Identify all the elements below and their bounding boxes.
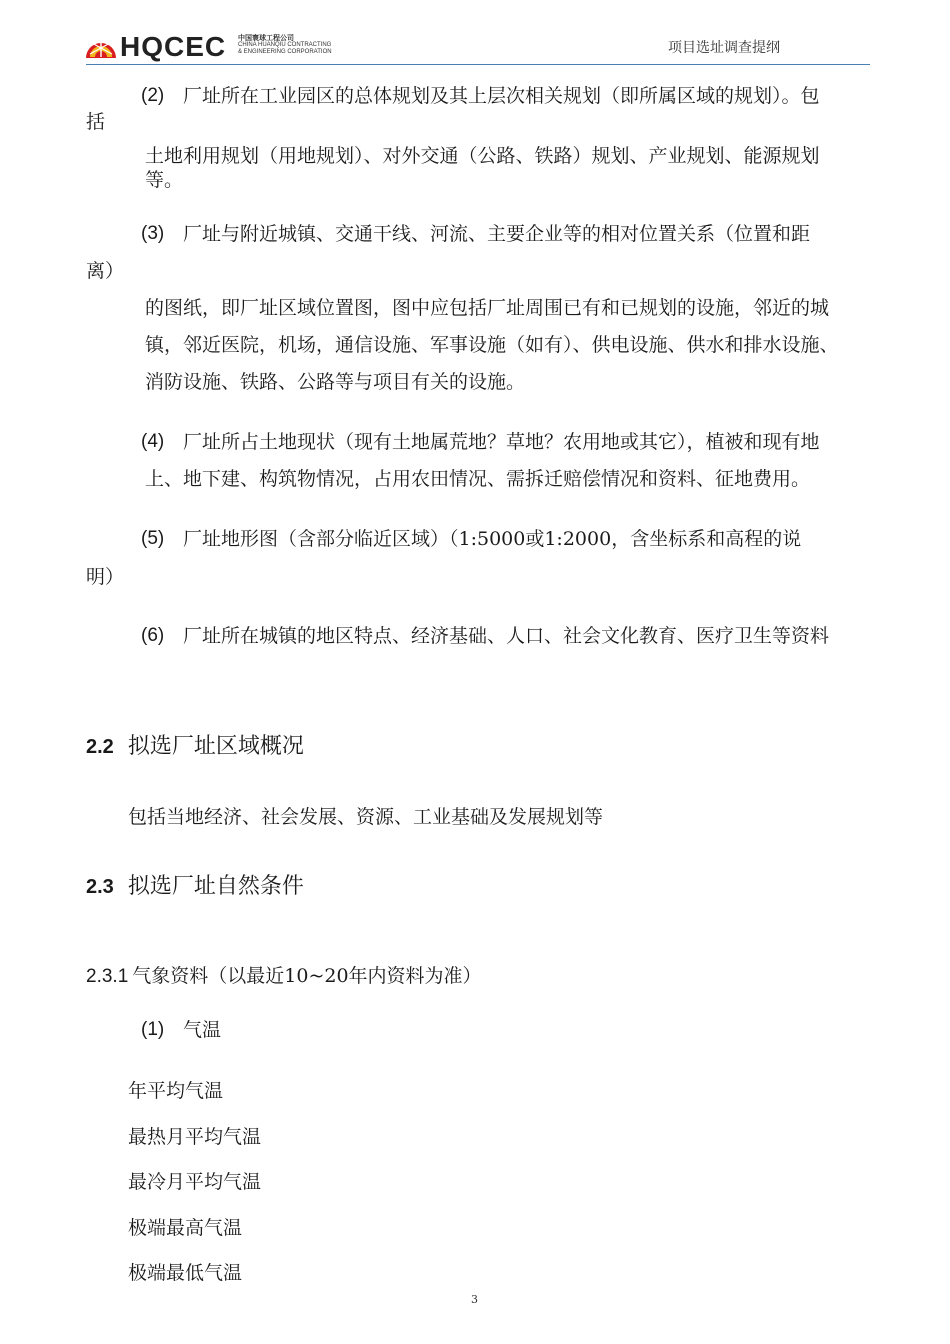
logo-sub-en1: CHINA HUANQIU CONTRACTING [238, 42, 332, 48]
logo-text: HQCEC [120, 31, 227, 62]
item-line: 明） [86, 566, 125, 588]
section-title: 拟选厂址区域概况 [127, 734, 304, 759]
section-number: 2.3.1 [86, 966, 129, 987]
section-heading-2-3-1 [86, 964, 482, 989]
section-heading-2-3 [86, 873, 304, 901]
item-number: (6) [141, 625, 165, 646]
section-2-2-body: 包括当地经济、社会发展、资源、工业基础及发展规划等 [128, 806, 604, 828]
item-line: 厂址地形图（含部分临近区域）（1:5000或1:2000，含坐标系和高程的说 [183, 528, 802, 550]
section-number: 2.3 [86, 876, 114, 898]
page-number: 3 [471, 1293, 478, 1306]
section-title: 气象资料（以最近10~20年内资料为准） [132, 965, 482, 987]
logo-subtitle [238, 35, 332, 56]
item-line: 厂址与附近城镇、交通干线、河流、主要企业等的相对位置关系（位置和距 [183, 223, 811, 245]
temperature-list-item: 最冷月平均气温 [128, 1171, 262, 1193]
doc-title: 项目选址调查提纲 [668, 40, 780, 56]
item-line: 镇，邻近医院，机场，通信设施、军事设施（如有）、供电设施、供水和排水设施、 [145, 334, 839, 356]
hqcec-logo-icon [84, 30, 118, 60]
item-line: 离） [86, 260, 125, 282]
temperature-list-item: 最热月平均气温 [128, 1126, 262, 1148]
item-line: 括 [86, 111, 106, 133]
temperature-list-item: 年平均气温 [128, 1080, 224, 1102]
section-title: 拟选厂址自然条件 [127, 874, 304, 899]
logo-sub-cn: 中国寰球工程公司 [238, 35, 294, 42]
item-line: 厂址所在工业园区的总体规划及其上层次相关规划（即所属区域的规划）。包 [183, 85, 820, 107]
item-number: (4) [141, 431, 165, 452]
item-number: (1) [141, 1019, 165, 1040]
section-number: 2.2 [86, 736, 114, 758]
item-number: (2) [141, 85, 165, 106]
temperature-list-item: 极端最低气温 [128, 1262, 243, 1284]
section-heading-2-2 [86, 733, 304, 761]
item-line: 土地利用规划（用地规划）、对外交通（公路、铁路）规划、产业规划、能源规划 [145, 145, 820, 167]
logo-sub-en2: & ENGINEERING CORPORATION [238, 49, 332, 55]
item-line: 厂址所在城镇的地区特点、经济基础、人口、社会文化教育、医疗卫生等资料 [183, 625, 830, 647]
item-line: 的图纸，即厂址区域位置图，图中应包括厂址周围已有和已规划的设施，邻近的城 [145, 297, 830, 319]
item-line: 消防设施、铁路、公路等与项目有关的设施。 [145, 371, 526, 393]
item-line: 上、地下建、构筑物情况，占用农田情况、需拆迁赔偿情况和资料、征地费用。 [145, 468, 811, 490]
temperature-list-item: 极端最高气温 [128, 1217, 243, 1239]
item-line: 厂址所占土地现状（现有土地属荒地？草地？农用地或其它），植被和现有地 [183, 431, 820, 453]
temperature-label: 气温 [183, 1019, 222, 1041]
item-number: (5) [141, 528, 165, 549]
header-rule [86, 64, 870, 65]
item-line: 等。 [145, 169, 184, 191]
item-number: (3) [141, 223, 165, 244]
